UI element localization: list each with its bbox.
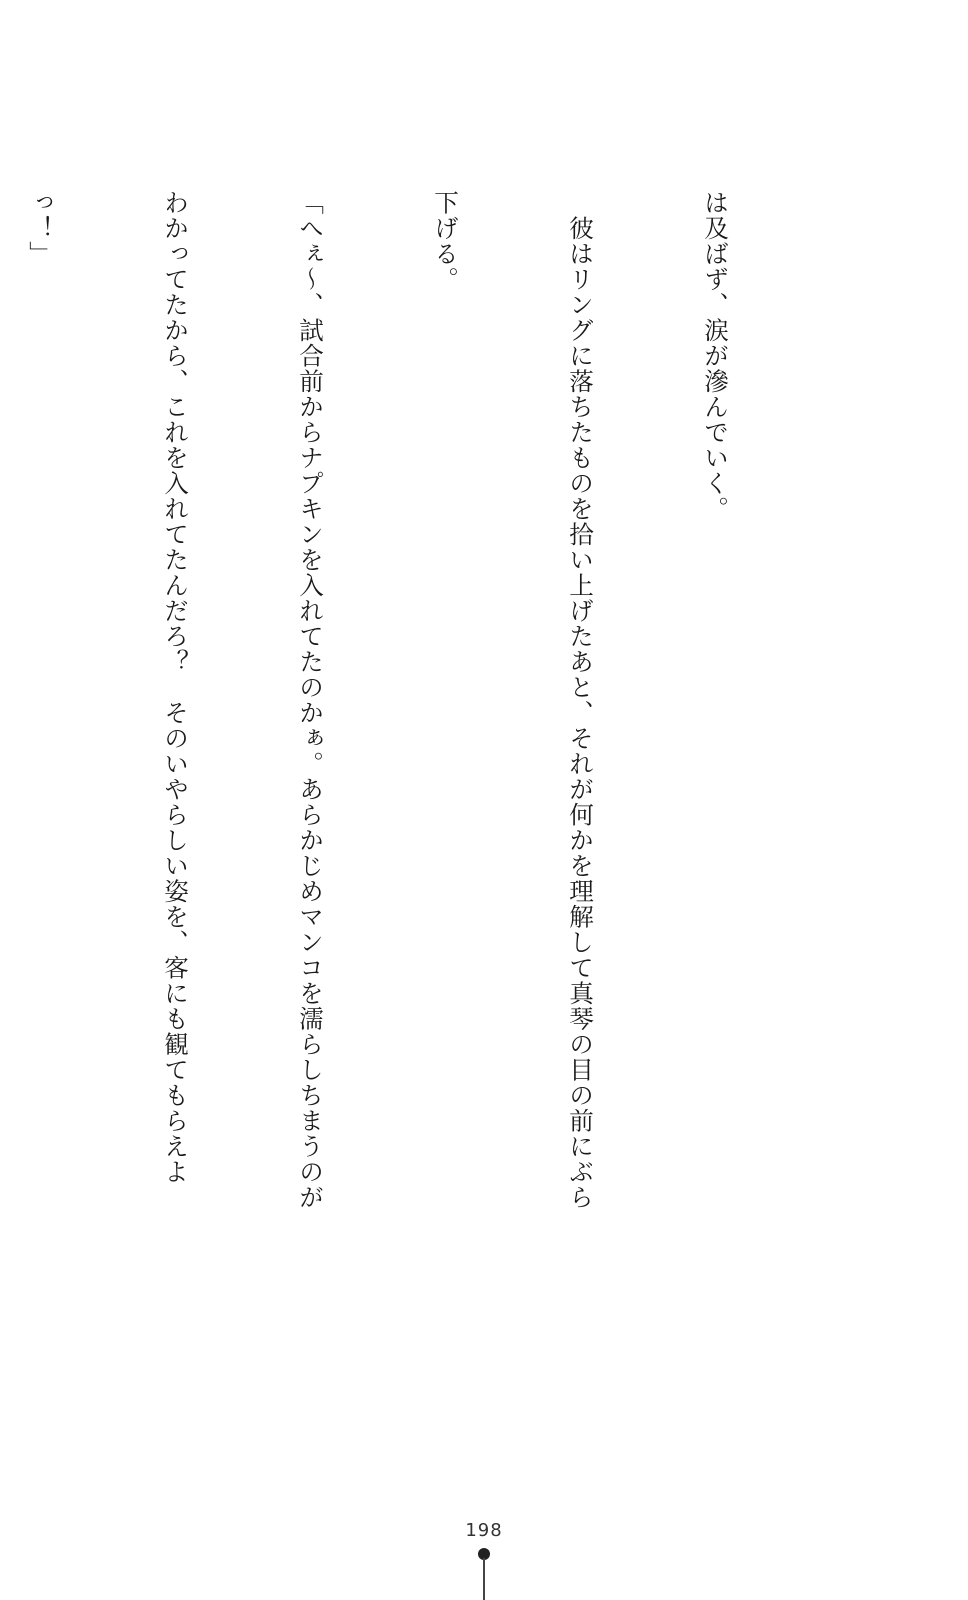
- page-marker: [472, 1548, 496, 1600]
- text-line: わかってたから、これを入れてたんだろ？ そのいやらしい姿を、客にも観てもらえよ: [161, 190, 190, 1185]
- marker-line: [483, 1558, 485, 1600]
- text-line: 彼はリングに落ちたものを拾い上げたあと、それが何かを理解して真琴の目の前にぶら: [566, 190, 595, 1210]
- vertical-text-body: [0, 190, 828, 1320]
- text-line: は及ばず、涙が滲んでいく。: [701, 190, 730, 522]
- text-line: 下げる。: [431, 190, 460, 292]
- text-line: 「へぇ〜、試合前からナプキンを入れてたのかぁ。あらかじめマンコを濡らしちまうのが: [296, 190, 325, 1210]
- text-line: っ！」: [26, 190, 55, 267]
- page-number: 198: [465, 1520, 503, 1541]
